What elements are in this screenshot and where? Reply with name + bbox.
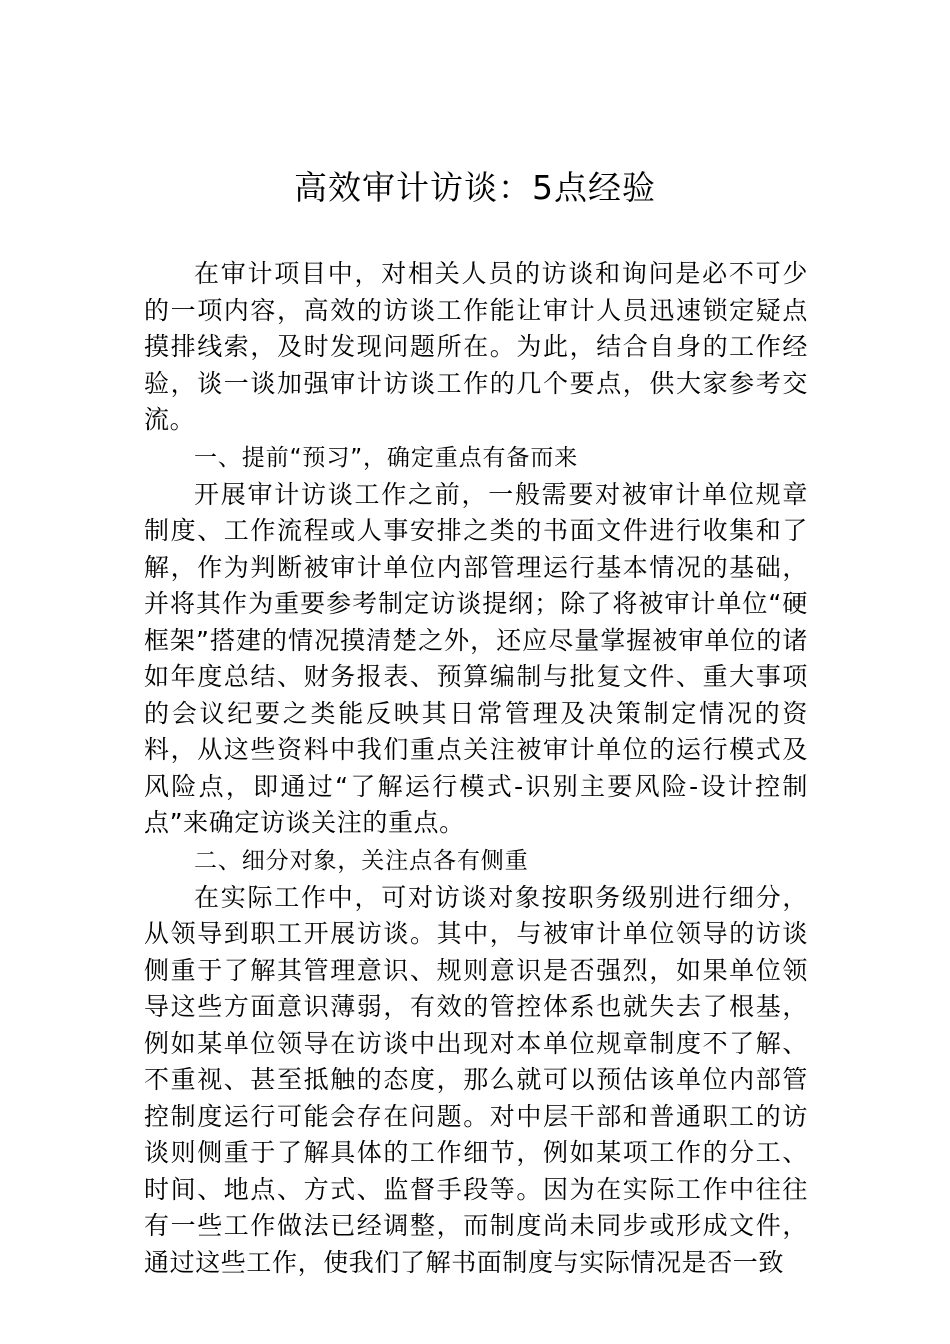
section-heading-2: 二、细分对象，关注点各有侧重 <box>194 847 529 874</box>
section-2-paragraph: 在实际工作中，可对访谈对象按职务级别进行细分，从领导到职工开展访谈。其中，与被审计单位领导的访谈侧重于了解其管理意识、规则意识是否强烈，如果单位领导这些方面意识薄弱，有效的管控体系也就失去了根基，例如某单位领导在访谈中出现对本单位规章制度不了解、不重视、甚至抵触的态度，那么就可以预估该单位内部管控制度运行可能会存在问题。对中层干部和普通职工的访谈则侧重于了解具体的工作细节，例如某项工作的分工、时间、地点、方式、监督手段等。因为在实际工作中往往有一些工作做法已经调整，而制度尚未同步或形成文件，通过这些工作，使我们了解书面制度与实际情况是否一致 <box>144 882 808 1277</box>
section-heading-1: 一、提前“预习”，确定重点有备而来 <box>194 444 579 471</box>
intro-paragraph: 在审计项目中，对相关人员的访谈和询问是必不可少的一项内容，高效的访谈工作能让审计人员迅速锁定疑点摸排线索，及时发现问题所在。为此，结合自身的工作经验，谈一谈加强审计访谈工作的几个要点，供大家参考交流。 <box>144 259 808 434</box>
document-body <box>144 256 808 1281</box>
section-1-paragraph: 开展审计访谈工作之前，一般需要对被审计单位规章制度、工作流程或人事安排之类的书面文件进行收集和了解，作为判断被审计单位内部管理运行基本情况的基础，并将其作为重要参考制定访谈提纲；除了将被审计单位“硬框架”搭建的情况摸清楚之外，还应尽量掌握被审单位的诸如年度总结、财务报表、预算编制与批复文件、重大事项的会议纪要之类能反映其日常管理及决策制定情况的资料，从这些资料中我们重点关注被审计单位的运行模式及风险点，即通过“了解运行模式-识别主要风险-设计控制点”来确定访谈关注的重点。 <box>144 479 808 837</box>
document-title: 高效审计访谈：5点经验 <box>294 168 656 207</box>
